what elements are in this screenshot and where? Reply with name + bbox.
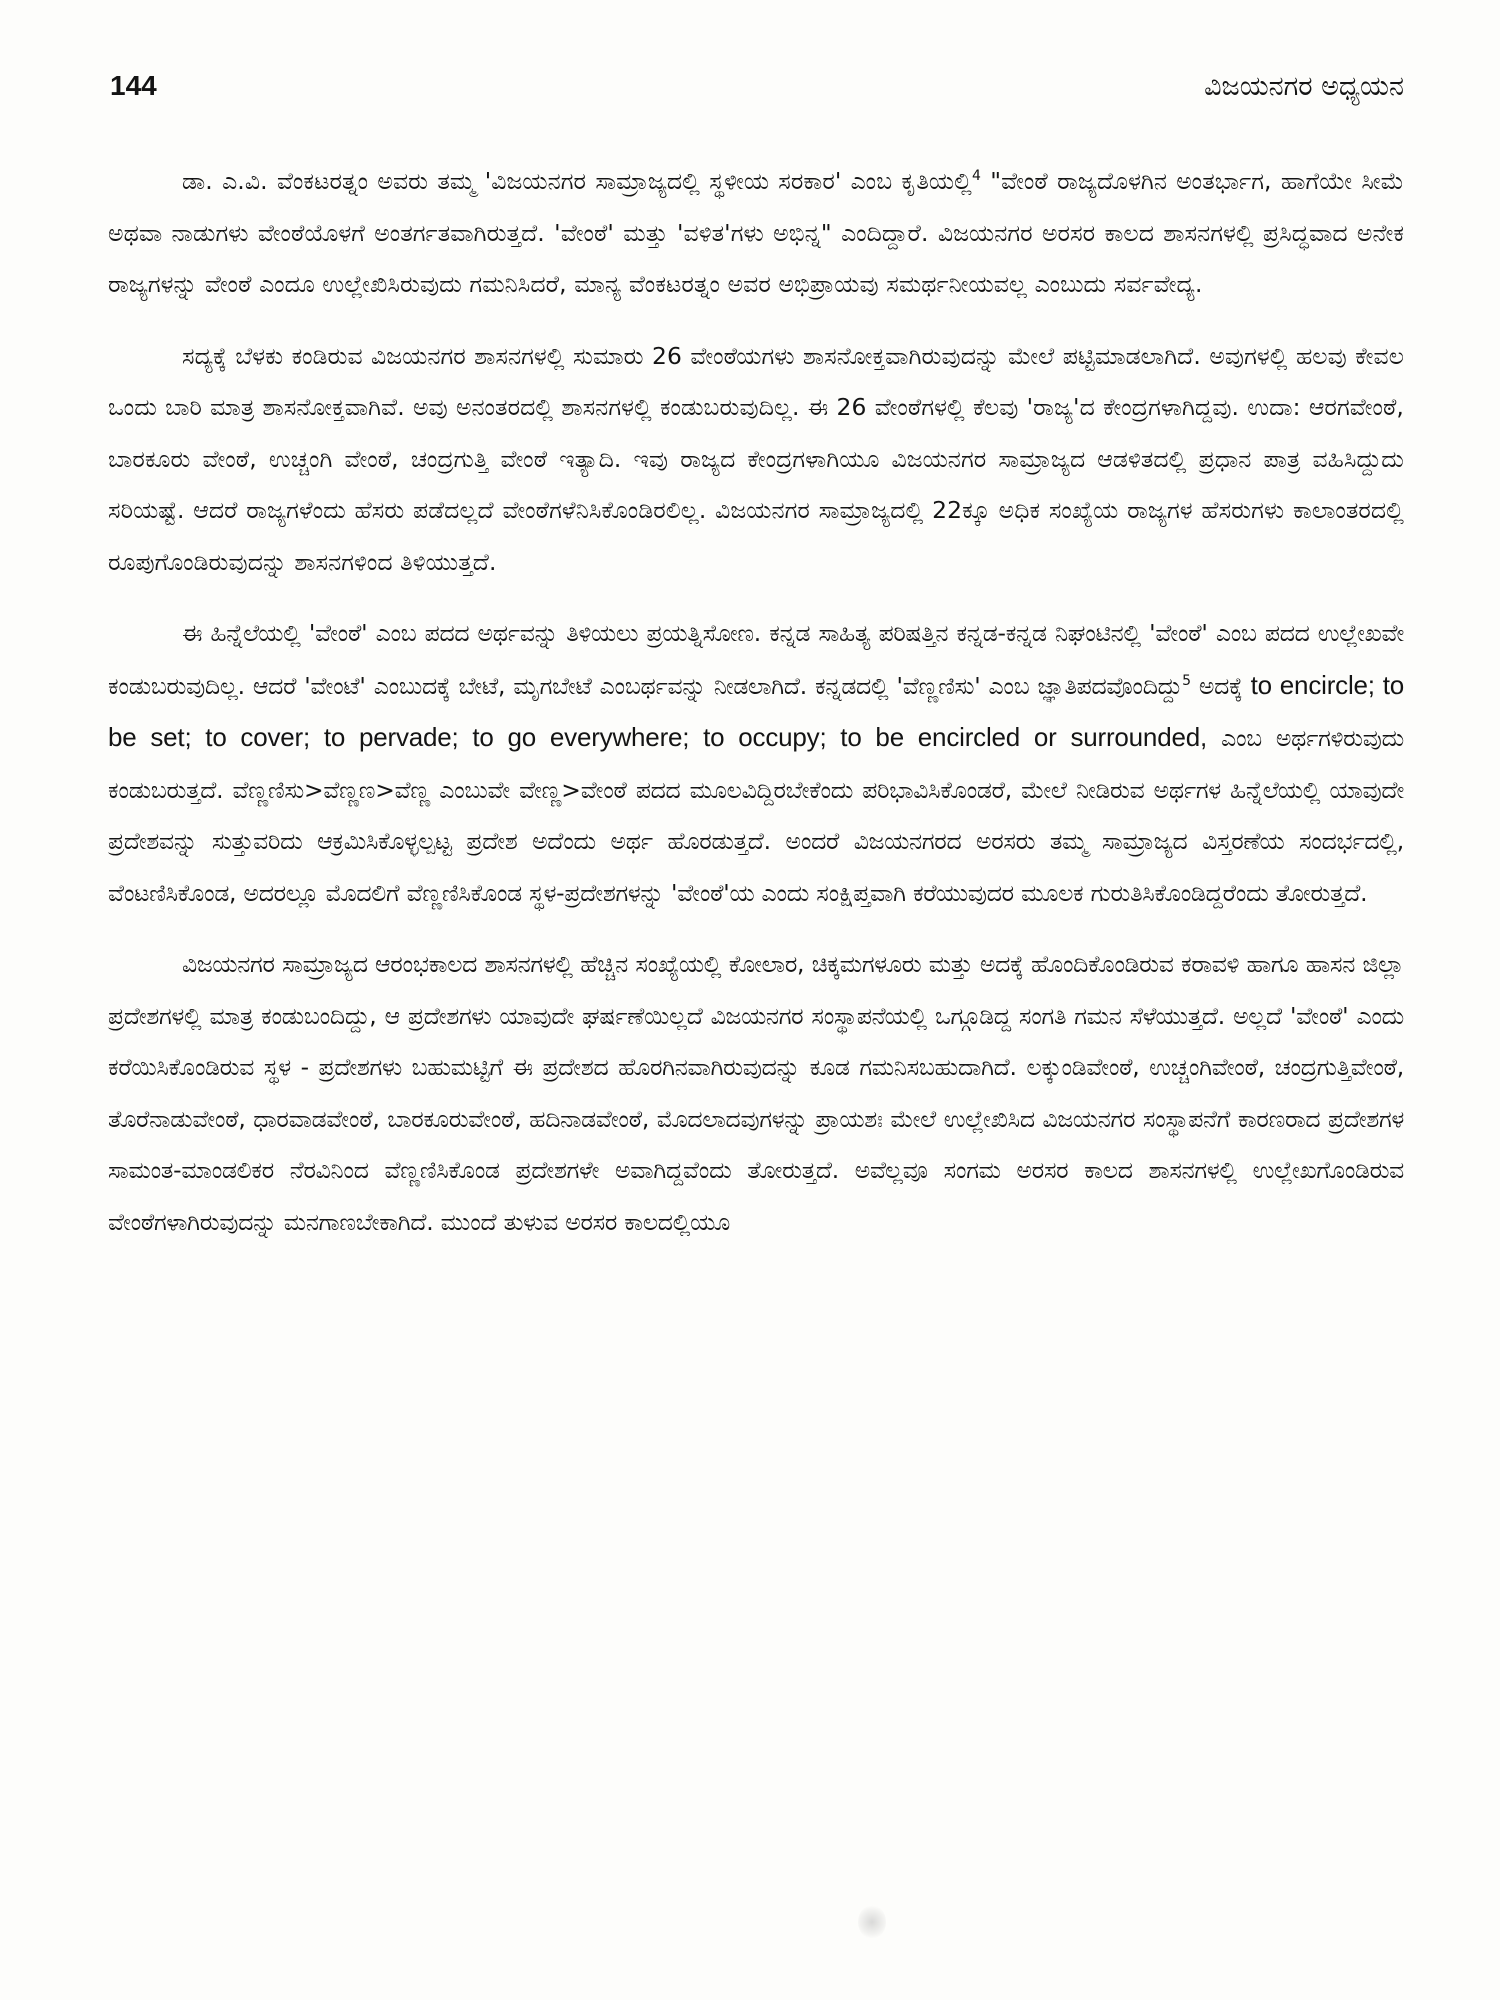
- body-text: [108, 156, 1404, 1268]
- paragraph-text: ಎಂಬ ಅರ್ಥಗಳಿರುವುದು ಕಂಡುಬರುತ್ತದೆ. ವೆಣ್ಣಣಿಸು>ವೆಣ್ಣಣ>ವೆಣ್ಣ ಎಂಬುವೇ ವೇಣ್ಣ>ವೇಂಠೆ ಪದದ ಮೂಲವಿದ್ದಿರಬೇಕೆಂದು ಪರಿಭಾವಿಸಿಕೊಂಡರೆ, ಮೇಲೆ ನೀಡಿರುವ ಅರ್ಥಗಳ ಹಿನ್ನೆಲೆಯಲ್ಲಿ ಯಾವುದೇ ಪ್ರದೇಶವನ್ನು ಸುತ್ತುವರಿದು ಆಕ್ರಮಿಸಿಕೊಳ್ಳಲ್ಪಟ್ಟ ಪ್ರದೇಶ ಅದೆಂದು ಅರ್ಥ ಹೊರಡುತ್ತದೆ. ಅಂದರೆ ವಿಜಯನಗರದ ಅರಸರು ತಮ್ಮ ಸಾಮ್ರಾಜ್ಯದ ವಿಸ್ತರಣೆಯ ಸಂದರ್ಭದಲ್ಲಿ, ವೆಂಟಣಿಸಿಕೊಂಡ, ಅದರಲ್ಲೂ ಮೊದಲಿಗೆ ವೆಣ್ಣಣಿಸಿಕೊಂಡ ಸ್ಥಳ-ಪ್ರದೇಶಗಳನ್ನು 'ವೇಂಠೆ'ಯ ಎಂದು ಸಂಕ್ಷಿಪ್ತವಾಗಿ ಕರೆಯುವುದರ ಮೂಲಕ ಗುರುತಿಸಿಕೊಂಡಿದ್ದರೆಂದು ತೋರುತ್ತದೆ.: [108, 724, 1404, 907]
- book-title: ವಿಜಯನಗರ ಅಧ್ಯಯನ: [1204, 71, 1404, 102]
- paragraph-text: ಸದ್ಯಕ್ಕೆ ಬೆಳಕು ಕಂಡಿರುವ ವಿಜಯನಗರ ಶಾಸನಗಳಲ್ಲಿ ಸುಮಾರು 26 ವೇಂಠೆಯಗಳು ಶಾಸನೋಕ್ತವಾಗಿರುವುದನ್ನು ಮೇಲೆ ಪಟ್ಟಿಮಾಡಲಾಗಿದೆ. ಅವುಗಳಲ್ಲಿ ಹಲವು ಕೇವಲ ಒಂದು ಬಾರಿ ಮಾತ್ರ ಶಾಸನೋಕ್ತವಾಗಿವೆ. ಅವು ಅನಂತರದಲ್ಲಿ ಶಾಸನಗಳಲ್ಲಿ ಕಂಡುಬರುವುದಿಲ್ಲ. ಈ 26 ವೇಂಠೆಗಳಲ್ಲಿ ಕೆಲವು 'ರಾಜ್ಯ'ದ ಕೇಂದ್ರಗಳಾಗಿದ್ದವು. ಉದಾ: ಆರಗವೇಂಠೆ, ಬಾರಕೂರು ವೇಂಠೆ, ಉಚ್ಚಂಗಿ ವೇಂಠೆ, ಚಂದ್ರಗುತ್ತಿ ವೇಂಠೆ ಇತ್ಯಾದಿ. ಇವು ರಾಜ್ಯದ ಕೇಂದ್ರಗಳಾಗಿಯೂ ವಿಜಯನಗರ ಸಾಮ್ರಾಜ್ಯದ ಆಡಳಿತದಲ್ಲಿ ಪ್ರಧಾನ ಪಾತ್ರ ವಹಿಸಿದ್ದುದು ಸರಿಯಷ್ಟೆ. ಆದರೆ ರಾಜ್ಯಗಳೆಂದು ಹೆಸರು ಪಡೆದಲ್ಲದೆ ವೇಂಠೆಗಳೆನಿಸಿಕೊಂಡಿರಲಿಲ್ಲ. ವಿಜಯನಗರ ಸಾಮ್ರಾಜ್ಯದಲ್ಲಿ 22ಕ್ಕೂ ಅಧಿಕ ಸಂಖ್ಯೆಯ ರಾಜ್ಯಗಳ ಹೆಸರುಗಳು ಕಾಲಾಂತರದಲ್ಲಿ ರೂಪುಗೊಂಡಿರುವುದನ್ನು ಶಾಸನಗಳಿಂದ ತಿಳಿಯುತ್ತದೆ.: [108, 341, 1404, 576]
- paragraph-text: ವಿಜಯನಗರ ಸಾಮ್ರಾಜ್ಯದ ಆರಂಭಕಾಲದ ಶಾಸನಗಳಲ್ಲಿ ಹೆಚ್ಚಿನ ಸಂಖ್ಯೆಯಲ್ಲಿ ಕೋಲಾರ, ಚಿಕ್ಕಮಗಳೂರು ಮತ್ತು ಅದಕ್ಕೆ ಹೊಂದಿಕೊಂಡಿರುವ ಕರಾವಳಿ ಹಾಗೂ ಹಾಸನ ಜಿಲ್ಲಾ ಪ್ರದೇಶಗಳಲ್ಲಿ ಮಾತ್ರ ಕಂಡುಬಂದಿದ್ದು, ಆ ಪ್ರದೇಶಗಳು ಯಾವುದೇ ಘರ್ಷಣೆಯಿಲ್ಲದೆ ವಿಜಯನಗರ ಸಂಸ್ಥಾಪನೆಯಲ್ಲಿ ಒಗ್ಗೂಡಿದ್ದ ಸಂಗತಿ ಗಮನ ಸೆಳೆಯುತ್ತದೆ. ಅಲ್ಲದೆ 'ವೇಂಠೆ' ಎಂದು ಕರೆಯಿಸಿಕೊಂಡಿರುವ ಸ್ಥಳ - ಪ್ರದೇಶಗಳು ಬಹುಮಟ್ಟಿಗೆ ಈ ಪ್ರದೇಶದ ಹೊರಗಿನವಾಗಿರುವುದನ್ನು ಕೂಡ ಗಮನಿಸಬಹುದಾಗಿದೆ. ಲಕ್ಕುಂಡಿವೇಂಠೆ, ಉಚ್ಚಂಗಿವೇಂಠೆ, ಚಂದ್ರಗುತ್ತಿವೇಂಠೆ, ತೊರೆನಾಡುವೇಂಠೆ, ಧಾರವಾಡವೇಂಠೆ, ಬಾರಕೂರುವೇಂಠೆ, ಹದಿನಾಡವೇಂಠೆ, ಮೊದಲಾದವುಗಳನ್ನು ಪ್ರಾಯಶಃ ಮೇಲೆ ಉಲ್ಲೇಖಿಸಿದ ವಿಜಯನಗರ ಸಂಸ್ಥಾಪನೆಗೆ ಕಾರಣರಾದ ಪ್ರದೇಶಗಳ ಸಾಮಂತ-ಮಾಂಡಲಿಕರ ನೆರವಿನಿಂದ ವೆಣ್ಣಣಿಸಿಕೊಂಡ ಪ್ರದೇಶಗಳೇ ಅವಾಗಿದ್ದವೆಂದು ತೋರುತ್ತದೆ. ಅವೆಲ್ಲವೂ ಸಂಗಮ ಅರಸರ ಕಾಲದ ಶಾಸನಗಳಲ್ಲಿ ಉಲ್ಲೇಖಗೊಂಡಿರುವ ವೇಂಠೆಗಳಾಗಿರುವುದನ್ನು ಮನಗಾಣಬೇಕಾಗಿದೆ. ಮುಂದೆ ತುಳುವ ಅರಸರ ಕಾಲದಲ್ಲಿಯೂ: [108, 950, 1404, 1236]
- paragraph-text: ಈ ಹಿನ್ನೆಲೆಯಲ್ಲಿ 'ವೇಂಠೆ' ಎಂಬ ಪದದ ಅರ್ಥವನ್ನು ತಿಳಿಯಲು ಪ್ರಯತ್ನಿಸೋಣ. ಕನ್ನಡ ಸಾಹಿತ್ಯ ಪರಿಷತ್ತಿನ ಕನ್ನಡ-ಕನ್ನಡ ನಿಘಂಟಿನಲ್ಲಿ 'ವೇಂಠೆ' ಎಂಬ ಪದದ ಉಲ್ಲೇಖವೇ ಕಂಡುಬರುವುದಿಲ್ಲ. ಆದರೆ 'ವೇಂಟೆ' ಎಂಬುದಕ್ಕೆ ಬೇಟೆ, ಮೃಗಬೇಟೆ ಎಂಬರ್ಥವನ್ನು ನೀಡಲಾಗಿದೆ. ಕನ್ನಡದಲ್ಲಿ 'ವೆಣ್ಣಣಿಸು' ಎಂಬ ಜ್ಞಾತಿಪದವೊಂದಿದ್ದು: [108, 619, 1404, 700]
- footnote-marker: 4: [971, 168, 981, 185]
- paragraph: [108, 156, 1404, 311]
- paragraph: [108, 331, 1404, 589]
- paragraph-text: ಡಾ. ಎ.ವಿ. ವೆಂಕಟರತ್ನಂ ಅವರು ತಮ್ಮ 'ವಿಜಯನಗರ ಸಾಮ್ರಾಜ್ಯದಲ್ಲಿ ಸ್ಥಳೀಯ ಸರಕಾರ' ಎಂಬ ಕೃತಿಯಲ್ಲಿ: [182, 167, 972, 195]
- page-number: 144: [110, 70, 157, 101]
- paragraph-text: ಅದಕ್ಕೆ: [1190, 671, 1251, 700]
- running-head: [110, 70, 1404, 110]
- english-gloss: to encircle; to be set; to cover; to pervade; to go everywhere; to occupy; to be encircled or surrounded,: [108, 669, 1404, 752]
- paragraph: [108, 939, 1404, 1248]
- paragraph: [108, 608, 1404, 919]
- scan-smudge: [858, 1905, 886, 1939]
- footnote-marker: 5: [1182, 672, 1191, 689]
- paragraph-text: "ವೇಂಠೆ ರಾಜ್ಯದೊಳಗಿನ ಅಂತರ್ಭಾಗ, ಹಾಗೆಯೇ ಸೀಮೆ ಅಥವಾ ನಾಡುಗಳು ವೇಂಠೆಯೊಳಗೆ ಅಂತರ್ಗತವಾಗಿರುತ್ತದೆ. 'ವೇಂಠೆ' ಮತ್ತು 'ವಳಿತ'ಗಳು ಅಭಿನ್ನ" ಎಂದಿದ್ದಾರೆ. ವಿಜಯನಗರ ಅರಸರ ಕಾಲದ ಶಾಸನಗಳಲ್ಲಿ ಪ್ರಸಿದ್ಧವಾದ ಅನೇಕ ರಾಜ್ಯಗಳನ್ನು ವೇಂಠೆ ಎಂದೂ ಉಲ್ಲೇಖಿಸಿರುವುದು ಗಮನಿಸಿದರೆ, ಮಾನ್ಯ ವೆಂಕಟರತ್ನಂ ಅವರ ಅಭಿಪ್ರಾಯವು ಸಮರ್ಥನೀಯವಲ್ಲ ಎಂಬುದು ಸರ್ವವೇದ್ಯ.: [108, 167, 1405, 298]
